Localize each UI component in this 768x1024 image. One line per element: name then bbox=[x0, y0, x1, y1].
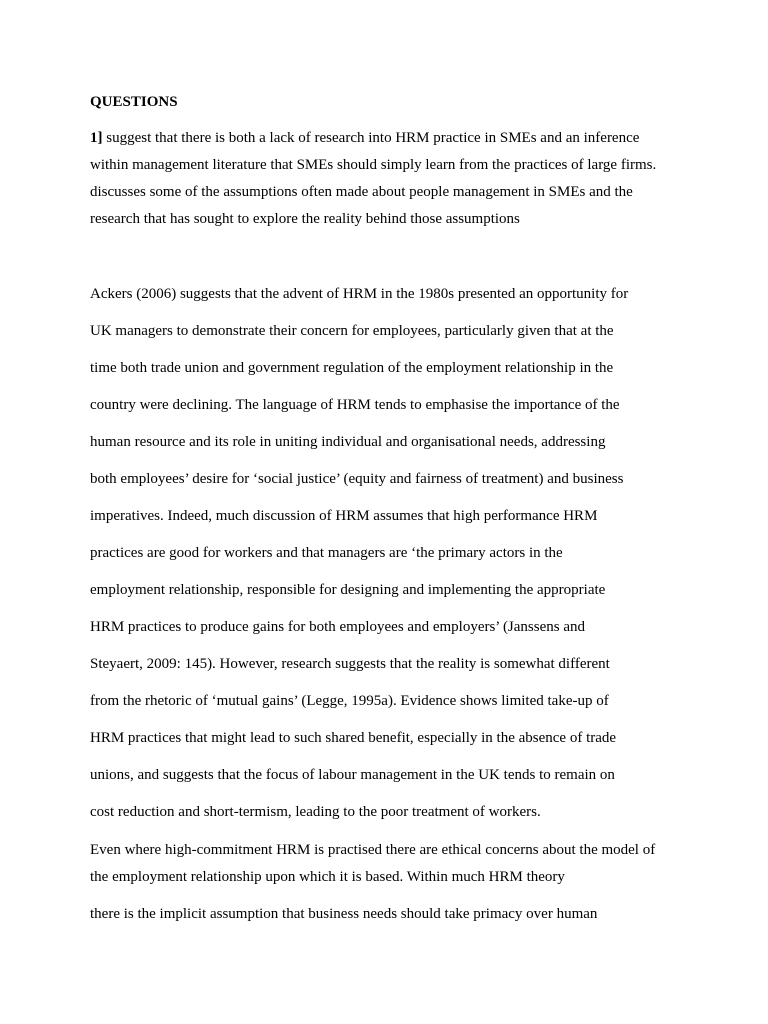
paragraph-line: from the rhetoric of ‘mutual gains’ (Legge, 1995a). Evidence shows limited take-up of bbox=[90, 693, 609, 709]
question-text: suggest that there is both a lack of research into HRM practice in SMEs and an inference bbox=[102, 130, 640, 146]
paragraph-line: UK managers to demonstrate their concern for employees, particularly given that at the bbox=[90, 323, 614, 339]
question-paragraph bbox=[90, 128, 690, 236]
second-paragraph bbox=[90, 840, 690, 924]
paragraph-line: practices are good for workers and that managers are ‘the primary actors in the bbox=[90, 545, 563, 561]
question-line: research that has sought to explore the reality behind those assumptions bbox=[90, 211, 520, 227]
section-heading: QUESTIONS bbox=[90, 94, 178, 110]
paragraph-line: country were declining. The language of HRM tends to emphasise the importance of the bbox=[90, 397, 620, 413]
paragraph-line: cost reduction and short-termism, leading to the poor treatment of workers. bbox=[90, 804, 541, 820]
paragraph-line: there is the implicit assumption that business needs should take primacy over human bbox=[90, 906, 598, 922]
paragraph-line: unions, and suggests that the focus of labour management in the UK tends to remain on bbox=[90, 767, 615, 783]
paragraph-line: Even where high-commitment HRM is practised there are ethical concerns about the model of bbox=[90, 842, 656, 858]
question-line: within management literature that SMEs should simply learn from the practices of large firms. bbox=[90, 157, 657, 173]
question-number: 1] bbox=[90, 130, 103, 146]
paragraph-line: Ackers (2006) suggests that the advent of HRM in the 1980s presented an opportunity for bbox=[90, 286, 629, 302]
paragraph-line: both employees’ desire for ‘social justice’ (equity and fairness of treatment) and business bbox=[90, 471, 624, 487]
question-line: discusses some of the assumptions often made about people management in SMEs and the bbox=[90, 184, 633, 200]
body-paragraph bbox=[90, 284, 690, 839]
paragraph-line: time both trade union and government regulation of the employment relationship in the bbox=[90, 360, 614, 376]
paragraph-line: Steyaert, 2009: 145). However, research suggests that the reality is somewhat different bbox=[90, 656, 610, 672]
paragraph-line: imperatives. Indeed, much discussion of HRM assumes that high performance HRM bbox=[90, 508, 598, 524]
question-line bbox=[90, 128, 690, 155]
paragraph-line: HRM practices to produce gains for both employees and employers’ (Janssens and bbox=[90, 619, 586, 635]
paragraph-line: employment relationship, responsible for designing and implementing the appropriate bbox=[90, 582, 606, 598]
paragraph-line: human resource and its role in uniting individual and organisational needs, addressing bbox=[90, 434, 606, 450]
paragraph-line: HRM practices that might lead to such shared benefit, especially in the absence of trade bbox=[90, 730, 617, 746]
paragraph-line: the employment relationship upon which it is based. Within much HRM theory bbox=[90, 869, 565, 885]
